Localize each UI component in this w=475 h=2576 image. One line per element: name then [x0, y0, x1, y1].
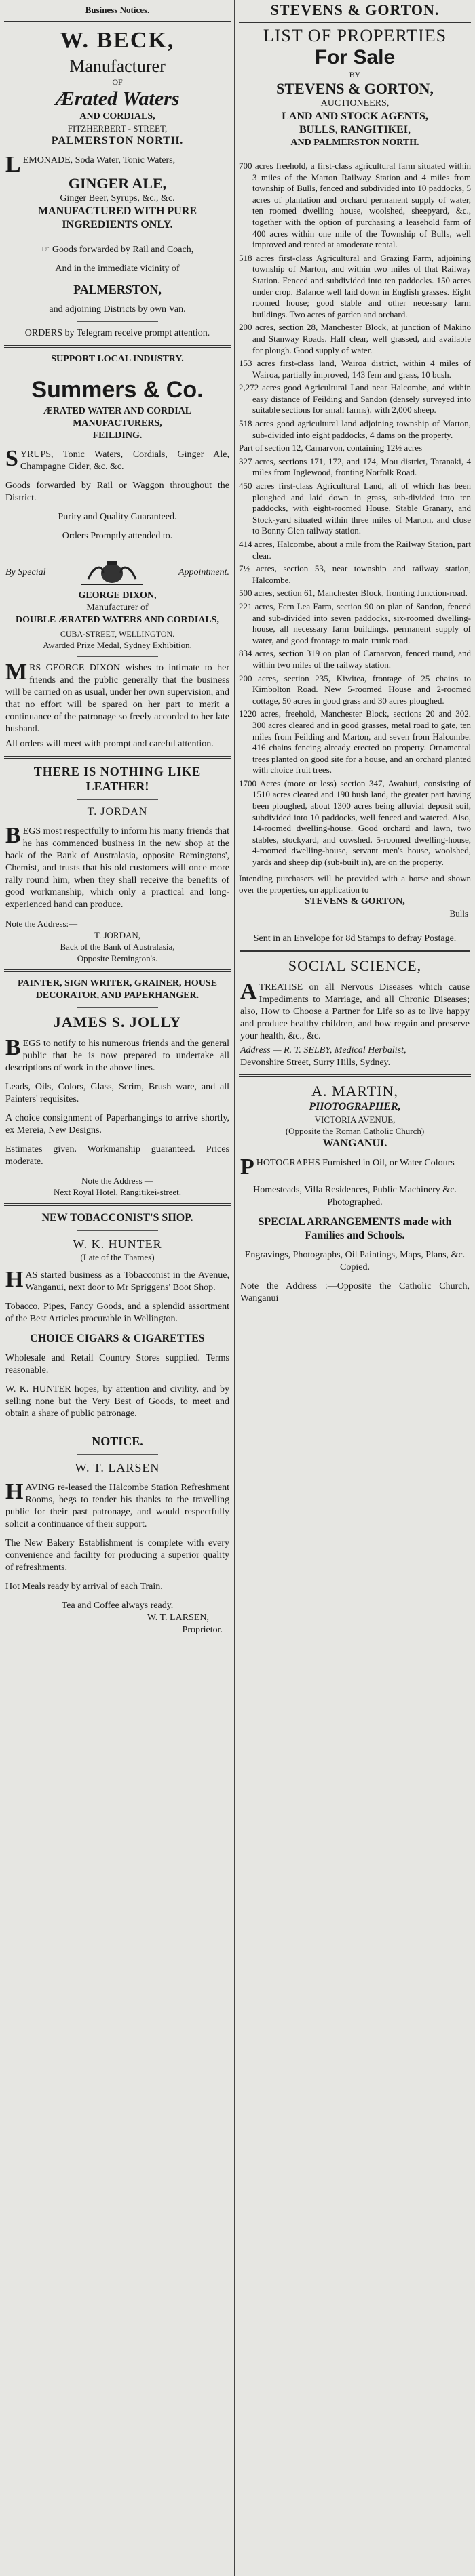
- martin-line2: Homesteads, Villa Residences, Public Machinery &c. Photographed.: [253, 1184, 457, 1207]
- dixon-award: Awarded Prize Medal, Sydney Exhibition.: [43, 640, 192, 650]
- hunter-cigars: CHOICE CIGARS & CIGARETTES: [30, 1333, 205, 1344]
- summers-line4: Orders Promptly attended to.: [62, 531, 173, 541]
- property-listing: 7½ acres, section 53, near township and railway station, Halcombe.: [239, 563, 471, 585]
- selby-addr2: Devonshire Street, Surry Hills, Sydney.: [240, 1057, 391, 1068]
- jordan-addr2: Back of the Bank of Australasia,: [60, 942, 175, 952]
- property-listing: 221 acres, Fern Lea Farm, section 90 on plan of Sandon, fenced and sub-divided into seven paddocks, six-roomed dwelling-house, all necessary farm buildings, permanent supply of water, and good frontage to main trunk road.: [239, 601, 471, 645]
- larsen-line2: The New Bakery Establishment is complete with every convenience and facility for producing a superior quality of refreshments.: [5, 1538, 229, 1573]
- property-listing: 700 acres freehold, a first-class agricultural farm situated within 3 miles of the Marton Railway Station and 4 miles from township of Bulls, fenced and subdivided into 10 paddocks, 5 acres of plantation and orchard permanent supply of water, ten roomed dwelling house, woolshed, sheepyard, &c., together with the option of purchasing a leasehold farm of 400 acres within one mile of the Township of Bulls, well improved and rented at amoderate rental.: [239, 161, 471, 250]
- hunter-head: NEW TOBACCONIST'S SHOP.: [41, 1212, 193, 1224]
- jolly-note: Note the Address —: [81, 1175, 153, 1186]
- gorton-auct: AUCTIONEERS,: [320, 98, 390, 108]
- ad-selby: [239, 933, 471, 1069]
- left-column: [4, 0, 231, 2576]
- hunter-late: (Late of the Thames): [80, 1252, 155, 1262]
- jordan-note: Note the Address:—: [5, 919, 78, 929]
- beck-line2: Ginger Beer, Syrups, &c., &c.: [60, 193, 175, 203]
- beck-street: FITZHERBERT - STREET,: [67, 123, 168, 134]
- property-listing: 1220 acres, freehold, Manchester Block, sections 20 and 302. 300 acres cleared and in good grasses, metal road to gate, ten miles from Feilding and Marton, and seven from Halcombe. 416 chains fencing already erected on property. Ornamental trees planted on good site for a house, and an orchard planted with choice fruit trees.: [239, 708, 471, 776]
- jolly-name: JAMES S. JOLLY: [53, 1013, 182, 1030]
- summers-support: SUPPORT LOCAL INDUSTRY.: [51, 354, 184, 364]
- beck-line1: LEMONADE, Soda Water, Tonic Waters,: [5, 152, 176, 177]
- jolly-line3: A choice consignment of Paperhangings to arrive shortly, ex Mereia, New Designs.: [5, 1113, 229, 1135]
- martin-town: WANGANUI.: [322, 1137, 387, 1149]
- jordan-name: T. JORDAN: [87, 806, 148, 818]
- larsen-head: NOTICE.: [92, 1434, 143, 1448]
- ad-jolly: [4, 978, 231, 1198]
- property-listing: 200 acres, section 235, Kiwitea, frontage of 25 chains to Kimbolton Road. New 5-roomed House and 2-roomed cottage, 50 acres in good grass and 30 acres ploughed.: [239, 672, 471, 706]
- right-column: [239, 0, 471, 2576]
- beck-line5: [5, 244, 229, 256]
- jordan-addr3: Opposite Remington's.: [77, 953, 158, 963]
- selby-body: ATREATISE on all Nervous Diseases which cause Impediments to Marriage, and all Chronic Diseases; also, How to Choose a Partner for Life so as to live happy and produce healthy children, and how regain and preserve your health, &c., &c.: [240, 978, 470, 1041]
- beck-line5-text: Goods forwarded by Rail and Coach,: [52, 245, 194, 255]
- summers-town: FEILDING.: [92, 430, 142, 441]
- jordan-addr1: T. JORDAN,: [94, 930, 140, 940]
- jordan-body: BEGS most respectfully to inform his many friends that he has commenced business in the new shop at the back of the Bank of Australasia, opposite Remingtons', Chemist, and trusts that his old customers will once more rally round him, when they shall receive the benefits of good workmanship, which only a practical and long-experienced hand can produce.: [5, 823, 229, 910]
- gorton-sig2: Bulls: [449, 908, 468, 919]
- royal-arms-icon: [61, 559, 163, 587]
- ad-martin: [239, 1083, 471, 1305]
- property-listing: 518 acres first-class Agricultural and Grazing Farm, adjoining township of Marton, and within two miles of that Railway Station. Fenced and subdivided into ten paddocks. 150 acres under crop. Balance well laid down in English grasses. Eight roomed house; good stable and other necessary farm buildings. Two acres of garden and orchard.: [239, 252, 471, 319]
- jolly-addr: Next Royal Hotel, Rangitikei-street.: [53, 1187, 182, 1197]
- divider: [239, 1074, 471, 1077]
- column-rule: [234, 0, 235, 2576]
- divider: [4, 345, 231, 348]
- martin-avenue: VICTORIA AVENUE,: [314, 1114, 396, 1125]
- ad-dixon: [4, 556, 231, 750]
- beck-line6: And in the immediate vicinity of: [55, 264, 180, 274]
- dixon-appt: Appointment.: [178, 567, 229, 578]
- beck-name: W. BECK,: [60, 28, 175, 53]
- hunter-line3: Wholesale and Retail Country Stores supplied. Terms reasonable.: [5, 1353, 229, 1375]
- jolly-line4: Estimates given. Workmanship guaranteed. Prices moderate.: [5, 1144, 229, 1167]
- martin-special: SPECIAL ARRANGEMENTS made with Families and Schools.: [258, 1215, 452, 1241]
- jordan-head2: LEATHER!: [86, 780, 149, 793]
- property-listing: 500 acres, section 61, Manchester Block, fronting Junction-road.: [239, 588, 468, 599]
- summers-name: Summers & Co.: [31, 377, 204, 403]
- summers-line3: Purity and Quality Guaranteed.: [58, 512, 177, 522]
- divider: [4, 756, 231, 759]
- dixon-by: By Special: [5, 567, 46, 578]
- beck-line7: PALMERSTON,: [73, 283, 162, 296]
- divider: [4, 969, 231, 972]
- beck-line4: INGREDIENTS ONLY.: [62, 219, 173, 230]
- property-listing: 200 acres, section 28, Manchester Block, at junction of Makino and Stanway Roads. Half clear, well grassed, and available for plough. Good supply of water.: [239, 322, 471, 355]
- dixon-name: GEORGE DIXON,: [78, 590, 157, 601]
- property-listing: 518 acres good agricultural land adjoining township of Marton, sub-divided into eight paddocks, 4 dams on the property.: [239, 418, 471, 440]
- beck-product: Ærated Waters: [55, 87, 180, 110]
- gorton-by: BY: [349, 70, 361, 79]
- summers-sub1: ÆRATED WATER AND CORDIAL MANUFACTURERS,: [43, 406, 192, 428]
- divider: [4, 1203, 231, 1206]
- jolly-line2: Leads, Oils, Colors, Glass, Scrim, Brush ware, and all Painters' requisites.: [5, 1082, 229, 1104]
- larsen-line3: Hot Meals ready by arrival of each Train.: [5, 1582, 163, 1592]
- property-listing: 153 acres first-class land, Wairoa district, within 4 miles of Wairoa, partially improved, 143 fern and grass, 10 bush.: [239, 358, 471, 380]
- beck-line3: MANUFACTURED WITH PURE: [37, 205, 197, 217]
- martin-line3: Engravings, Photographs, Oil Paintings, Maps, Plans, &c. Copied.: [244, 1249, 466, 1272]
- gorton-agents: LAND AND STOCK AGENTS,: [282, 110, 428, 122]
- dixon-line2: All orders will meet with prompt and careful attention.: [5, 739, 214, 749]
- hunter-line2: Tobacco, Pipes, Fancy Goods, and a splendid assortment of the Best Articles procurable in Wellington.: [5, 1302, 229, 1324]
- beck-line9: ORDERS by Telegram receive prompt attention.: [24, 328, 210, 338]
- property-listing: 2,272 acres good Agricultural Land near Halcombe, and within easy distance of Feilding and Sandon (densely surveyed into suitable sections for small farms), with 2,000 sheep.: [239, 382, 471, 416]
- property-listing: 450 acres first-class Agricultural Land, all of which has been ploughed and laid down in grass, sub-divided into ten paddocks, with eight-roomed House, Stable Granary, and Stock-yard situated within three miles of Marton, and close to Bonny Glen railway station.: [239, 481, 471, 536]
- beck-ginger: GINGER ALE,: [68, 175, 167, 192]
- column-header: Business Notices.: [85, 5, 150, 15]
- property-listing: 414 acres, Halcombe, about a mile from the Railway Station, part clear.: [239, 539, 471, 561]
- dixon-product: DOUBLE ÆRATED WATERS AND CORDIALS,: [16, 615, 219, 625]
- gorton-sig: STEVENS & GORTON,: [305, 895, 405, 906]
- dixon-mfr: Manufacturer of: [86, 603, 149, 613]
- beck-manufacturer: Manufacturer: [69, 56, 166, 76]
- hunter-name: W. K. HUNTER: [73, 1237, 162, 1251]
- dixon-street: CUBA-STREET, WELLINGTON.: [60, 629, 175, 639]
- larsen-line4: Tea and Coffee always ready.: [61, 1601, 174, 1611]
- divider: [239, 925, 471, 927]
- property-listing: 1700 Acres (more or less) section 347, Awahuri, consisting of 1510 acres cleared and 190 bush land, the greater part having been ploughed, about 1300 acres being alluvial deposit soil, subdivided into 10 paddocks, well fenced and watered. Also, 14-roomed dwelling-house. Good orchard and lawn, two stables, stockyard, and cowshed. 5-roomed dwelling-house, 4-roomed dwelling-house, servant men's house, woolshed, yards and sheep dip (sub-built in), are on the property.: [239, 778, 471, 868]
- pointing-hand-icon: ☞: [41, 245, 52, 255]
- ad-summers: [4, 353, 231, 542]
- beck-town: PALMERSTON NORTH.: [51, 135, 184, 146]
- beck-of: OF: [112, 77, 123, 87]
- jolly-body: BEGS to notify to his numerous friends and the general public that he is now prepared to undertake all descriptions of work in the above lines.: [5, 1035, 229, 1073]
- ad-beck: [4, 28, 231, 340]
- hunter-body: HAS started business as a Tobacconist in the Avenue, Wanganui, next door to Mr Spriggens' Boot Shop.: [5, 1267, 229, 1293]
- selby-sent: Sent in an Envelope for 8d Stamps to defray Postage.: [253, 933, 457, 944]
- beck-cordials: AND CORDIALS,: [79, 111, 155, 121]
- larsen-sig1: W. T. LARSEN,: [147, 1613, 209, 1623]
- martin-opp: (Opposite the Roman Catholic Church): [285, 1125, 425, 1136]
- divider: [4, 21, 231, 22]
- larsen-sig2: Proprietor.: [182, 1625, 223, 1635]
- ad-larsen: [4, 1434, 231, 1636]
- larsen-name: W. T. LARSEN: [75, 1461, 160, 1474]
- gorton-head: STEVENS & GORTON.: [270, 1, 440, 18]
- ad-hunter: [4, 1211, 231, 1420]
- larsen-body: HAVING re-leased the Halcombe Station Refreshment Rooms, begs to tender his thanks to the travelling public for their past patronage, and would respectfully solicit a continuance of their support.: [5, 1479, 229, 1529]
- martin-body: PHOTOGRAPHS Furnished in Oil, or Water Colours: [240, 1154, 455, 1180]
- ad-jordan: [4, 764, 231, 964]
- property-listing: 327 acres, sections 171, 172, and 174, Mou district, Taranaki, 4 miles from Inglewood, fronting Norfolk Road.: [239, 456, 471, 478]
- martin-name: A. MARTIN,: [311, 1082, 398, 1100]
- property-listing: 834 acres, section 319 on plan of Carnarvon, fenced round, and within two miles of the railway station.: [239, 648, 471, 670]
- summers-body: SYRUPS, Tonic Waters, Cordials, Ginger Ale, Champagne Cider, &c. &c.: [5, 446, 229, 472]
- gorton-palm: AND PALMERSTON NORTH.: [290, 138, 419, 148]
- martin-note: Note the Address :—Opposite the Catholic Church, Wanganui: [240, 1281, 470, 1304]
- divider: [239, 22, 471, 23]
- property-listing: Part of section 12, Carnarvon, containing 12½ acres: [239, 443, 423, 454]
- selby-addr: Address — R. T. SELBY, Medical Herbalist,: [240, 1045, 406, 1055]
- divider: [4, 548, 231, 550]
- divider: [4, 1426, 231, 1428]
- property-listings: [239, 161, 471, 868]
- dixon-body: MRS GEORGE DIXON wishes to intimate to her friends and the public generally that the business will be carried on as usual, under her own supervision, and that no effort will be spared on her part to merit a continuance of the patronage so freely accorded to her late husband.: [5, 660, 229, 734]
- gorton-bulls: BULLS, RANGITIKEI,: [299, 124, 411, 136]
- dixon-appointment-row: [5, 556, 229, 590]
- martin-photo: PHOTOGRAPHER,: [309, 1100, 401, 1112]
- beck-line8: and adjoining Districts by own Van.: [49, 304, 186, 315]
- divider: [240, 950, 470, 952]
- gorton-list-of: LIST OF PROPERTIES: [263, 26, 447, 45]
- gorton-for-sale: For Sale: [314, 46, 396, 68]
- jordan-head1: THERE IS NOTHING LIKE: [33, 765, 202, 778]
- gorton-firm: STEVENS & GORTON,: [276, 80, 434, 97]
- jolly-head: PAINTER, SIGN WRITER, GRAINER, HOUSE DECORATOR, AND PAPERHANGER.: [18, 978, 217, 1001]
- gorton-intending: Intending purchasers will be provided with a horse and shown over the properties, on application to: [239, 872, 471, 895]
- selby-head: SOCIAL SCIENCE,: [288, 957, 422, 974]
- summers-line2: Goods forwarded by Rail or Waggon throughout the District.: [5, 481, 229, 503]
- hunter-line4: W. K. HUNTER hopes, by attention and civility, and by selling none but the Very Best of Goods, to meet and obtain a share of public patronage.: [5, 1384, 229, 1419]
